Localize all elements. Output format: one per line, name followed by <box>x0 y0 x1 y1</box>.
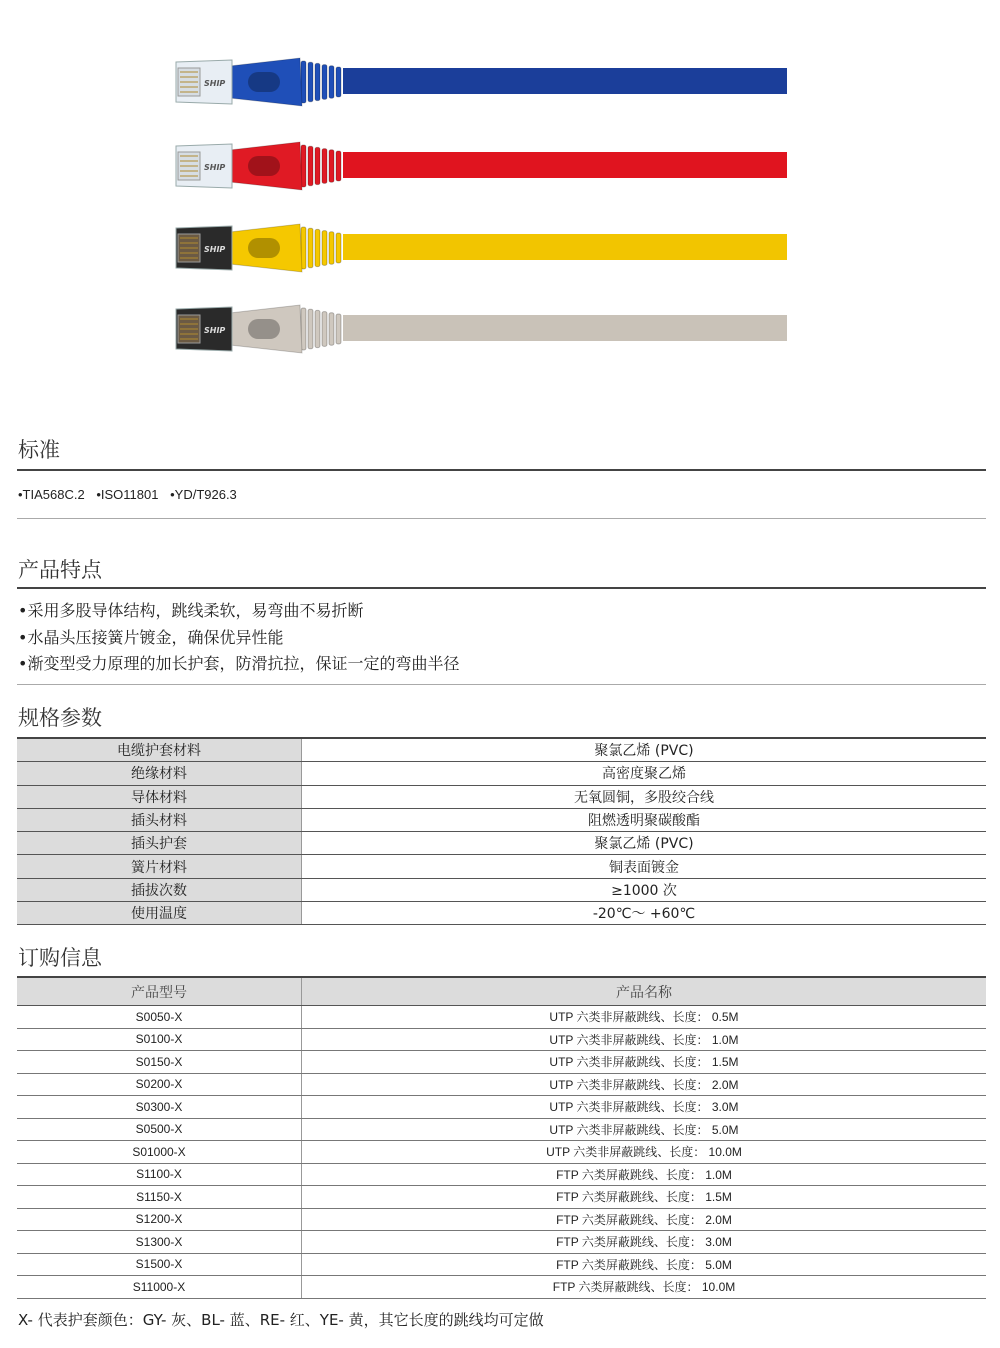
order-row <box>17 1231 986 1254</box>
spec-value: 聚氯乙烯 (PVC) <box>302 832 987 855</box>
spec-value: 铜表面镀金 <box>302 855 987 878</box>
patch-cable-blue <box>168 52 788 112</box>
brand-label: SHIP <box>204 79 226 88</box>
spec-value: 高密度聚乙烯 <box>302 762 987 785</box>
spec-label: 绝缘材料 <box>17 762 302 785</box>
standard-item: •ISO11801 <box>96 487 159 502</box>
specs-table <box>17 737 986 925</box>
order-product-name: UTP 六类非屏蔽跳线、长度： 1.0M <box>302 1028 987 1051</box>
divider <box>17 684 986 685</box>
divider <box>17 587 986 589</box>
spec-value: 阻燃透明聚碳酸酯 <box>302 808 987 831</box>
spec-label: 插拔次数 <box>17 878 302 901</box>
order-header-model: 产品型号 <box>17 977 302 1006</box>
order-row <box>17 1028 986 1051</box>
patch-cable-gray <box>168 299 788 359</box>
order-model: S11000-X <box>17 1276 302 1299</box>
spec-label: 使用温度 <box>17 902 302 925</box>
order-row <box>17 1163 986 1186</box>
order-header-name: 产品名称 <box>302 977 987 1006</box>
order-product-name: FTP 六类屏蔽跳线、长度： 2.0M <box>302 1208 987 1231</box>
order-row <box>17 1253 986 1276</box>
standard-item: •TIA568C.2 <box>18 487 85 502</box>
spec-value: ≥1000 次 <box>302 878 987 901</box>
spec-row <box>17 738 986 762</box>
standards-list <box>18 487 245 502</box>
order-title: 订购信息 <box>18 946 102 970</box>
spec-row <box>17 808 986 831</box>
order-product-name: UTP 六类非屏蔽跳线、长度： 5.0M <box>302 1118 987 1141</box>
order-product-name: FTP 六类屏蔽跳线、长度： 10.0M <box>302 1276 987 1299</box>
order-product-name: FTP 六类屏蔽跳线、长度： 1.5M <box>302 1186 987 1209</box>
feature-item: •采用多股导体结构，跳线柔软，易弯曲不易折断 <box>18 601 364 620</box>
features-title: 产品特点 <box>18 558 102 582</box>
order-row <box>17 1186 986 1209</box>
order-model: S0300-X <box>17 1096 302 1119</box>
order-model: S01000-X <box>17 1141 302 1164</box>
specs-title: 规格参数 <box>18 706 102 730</box>
brand-label: SHIP <box>204 245 226 254</box>
spec-row <box>17 832 986 855</box>
order-row <box>17 1006 986 1029</box>
order-row <box>17 1051 986 1074</box>
standard-item: •YD/T926.3 <box>170 487 237 502</box>
divider <box>17 518 986 519</box>
order-product-name: UTP 六类非屏蔽跳线、长度： 2.0M <box>302 1073 987 1096</box>
feature-item: •渐变型受力原理的加长护套，防滑抗拉，保证一定的弯曲半径 <box>18 654 460 673</box>
order-model: S0200-X <box>17 1073 302 1096</box>
spec-value: -20℃～ +60℃ <box>302 902 987 925</box>
order-product-name: UTP 六类非屏蔽跳线、长度： 0.5M <box>302 1006 987 1029</box>
spec-value: 无氧圆铜，多股绞合线 <box>302 785 987 808</box>
order-model: S1300-X <box>17 1231 302 1254</box>
spec-row <box>17 762 986 785</box>
brand-label: SHIP <box>204 163 226 172</box>
order-row <box>17 1208 986 1231</box>
spec-row <box>17 855 986 878</box>
order-model: S1100-X <box>17 1163 302 1186</box>
order-model: S1150-X <box>17 1186 302 1209</box>
order-header-row <box>17 977 986 1006</box>
spec-value: 聚氯乙烯 (PVC) <box>302 738 987 762</box>
spec-label: 插头材料 <box>17 808 302 831</box>
feature-item: •水晶头压接簧片镀金，确保优异性能 <box>18 627 284 647</box>
spec-row <box>17 902 986 925</box>
spec-row <box>17 878 986 901</box>
order-model: S1200-X <box>17 1208 302 1231</box>
order-model: S0500-X <box>17 1118 302 1141</box>
order-model: S1500-X <box>17 1253 302 1276</box>
order-product-name: FTP 六类屏蔽跳线、长度： 1.0M <box>302 1163 987 1186</box>
divider <box>17 469 986 471</box>
order-product-name: FTP 六类屏蔽跳线、长度： 3.0M <box>302 1231 987 1254</box>
spec-label: 插头护套 <box>17 832 302 855</box>
order-row <box>17 1073 986 1096</box>
order-product-name: FTP 六类屏蔽跳线、长度： 5.0M <box>302 1253 987 1276</box>
order-table <box>17 976 986 1299</box>
standards-title: 标准 <box>18 438 60 462</box>
spec-label: 簧片材料 <box>17 855 302 878</box>
color-note: X- 代表护套颜色：GY- 灰、BL- 蓝、RE- 红、YE- 黄，其它长度的跳线均可定做 <box>18 1311 544 1329</box>
spec-label: 导体材料 <box>17 785 302 808</box>
order-model: S0050-X <box>17 1006 302 1029</box>
order-row <box>17 1096 986 1119</box>
order-product-name: UTP 六类非屏蔽跳线、长度： 3.0M <box>302 1096 987 1119</box>
product-image <box>0 0 1000 400</box>
spec-label: 电缆护套材料 <box>17 738 302 762</box>
order-model: S0100-X <box>17 1028 302 1051</box>
order-row <box>17 1276 986 1299</box>
patch-cable-red <box>168 136 788 196</box>
spec-row <box>17 785 986 808</box>
order-product-name: UTP 六类非屏蔽跳线、长度： 1.5M <box>302 1051 987 1074</box>
brand-label: SHIP <box>204 326 226 335</box>
order-model: S0150-X <box>17 1051 302 1074</box>
order-product-name: UTP 六类非屏蔽跳线、长度： 10.0M <box>302 1141 987 1164</box>
patch-cable-yellow <box>168 218 788 278</box>
order-row <box>17 1118 986 1141</box>
order-row <box>17 1141 986 1164</box>
features-list <box>18 598 459 678</box>
